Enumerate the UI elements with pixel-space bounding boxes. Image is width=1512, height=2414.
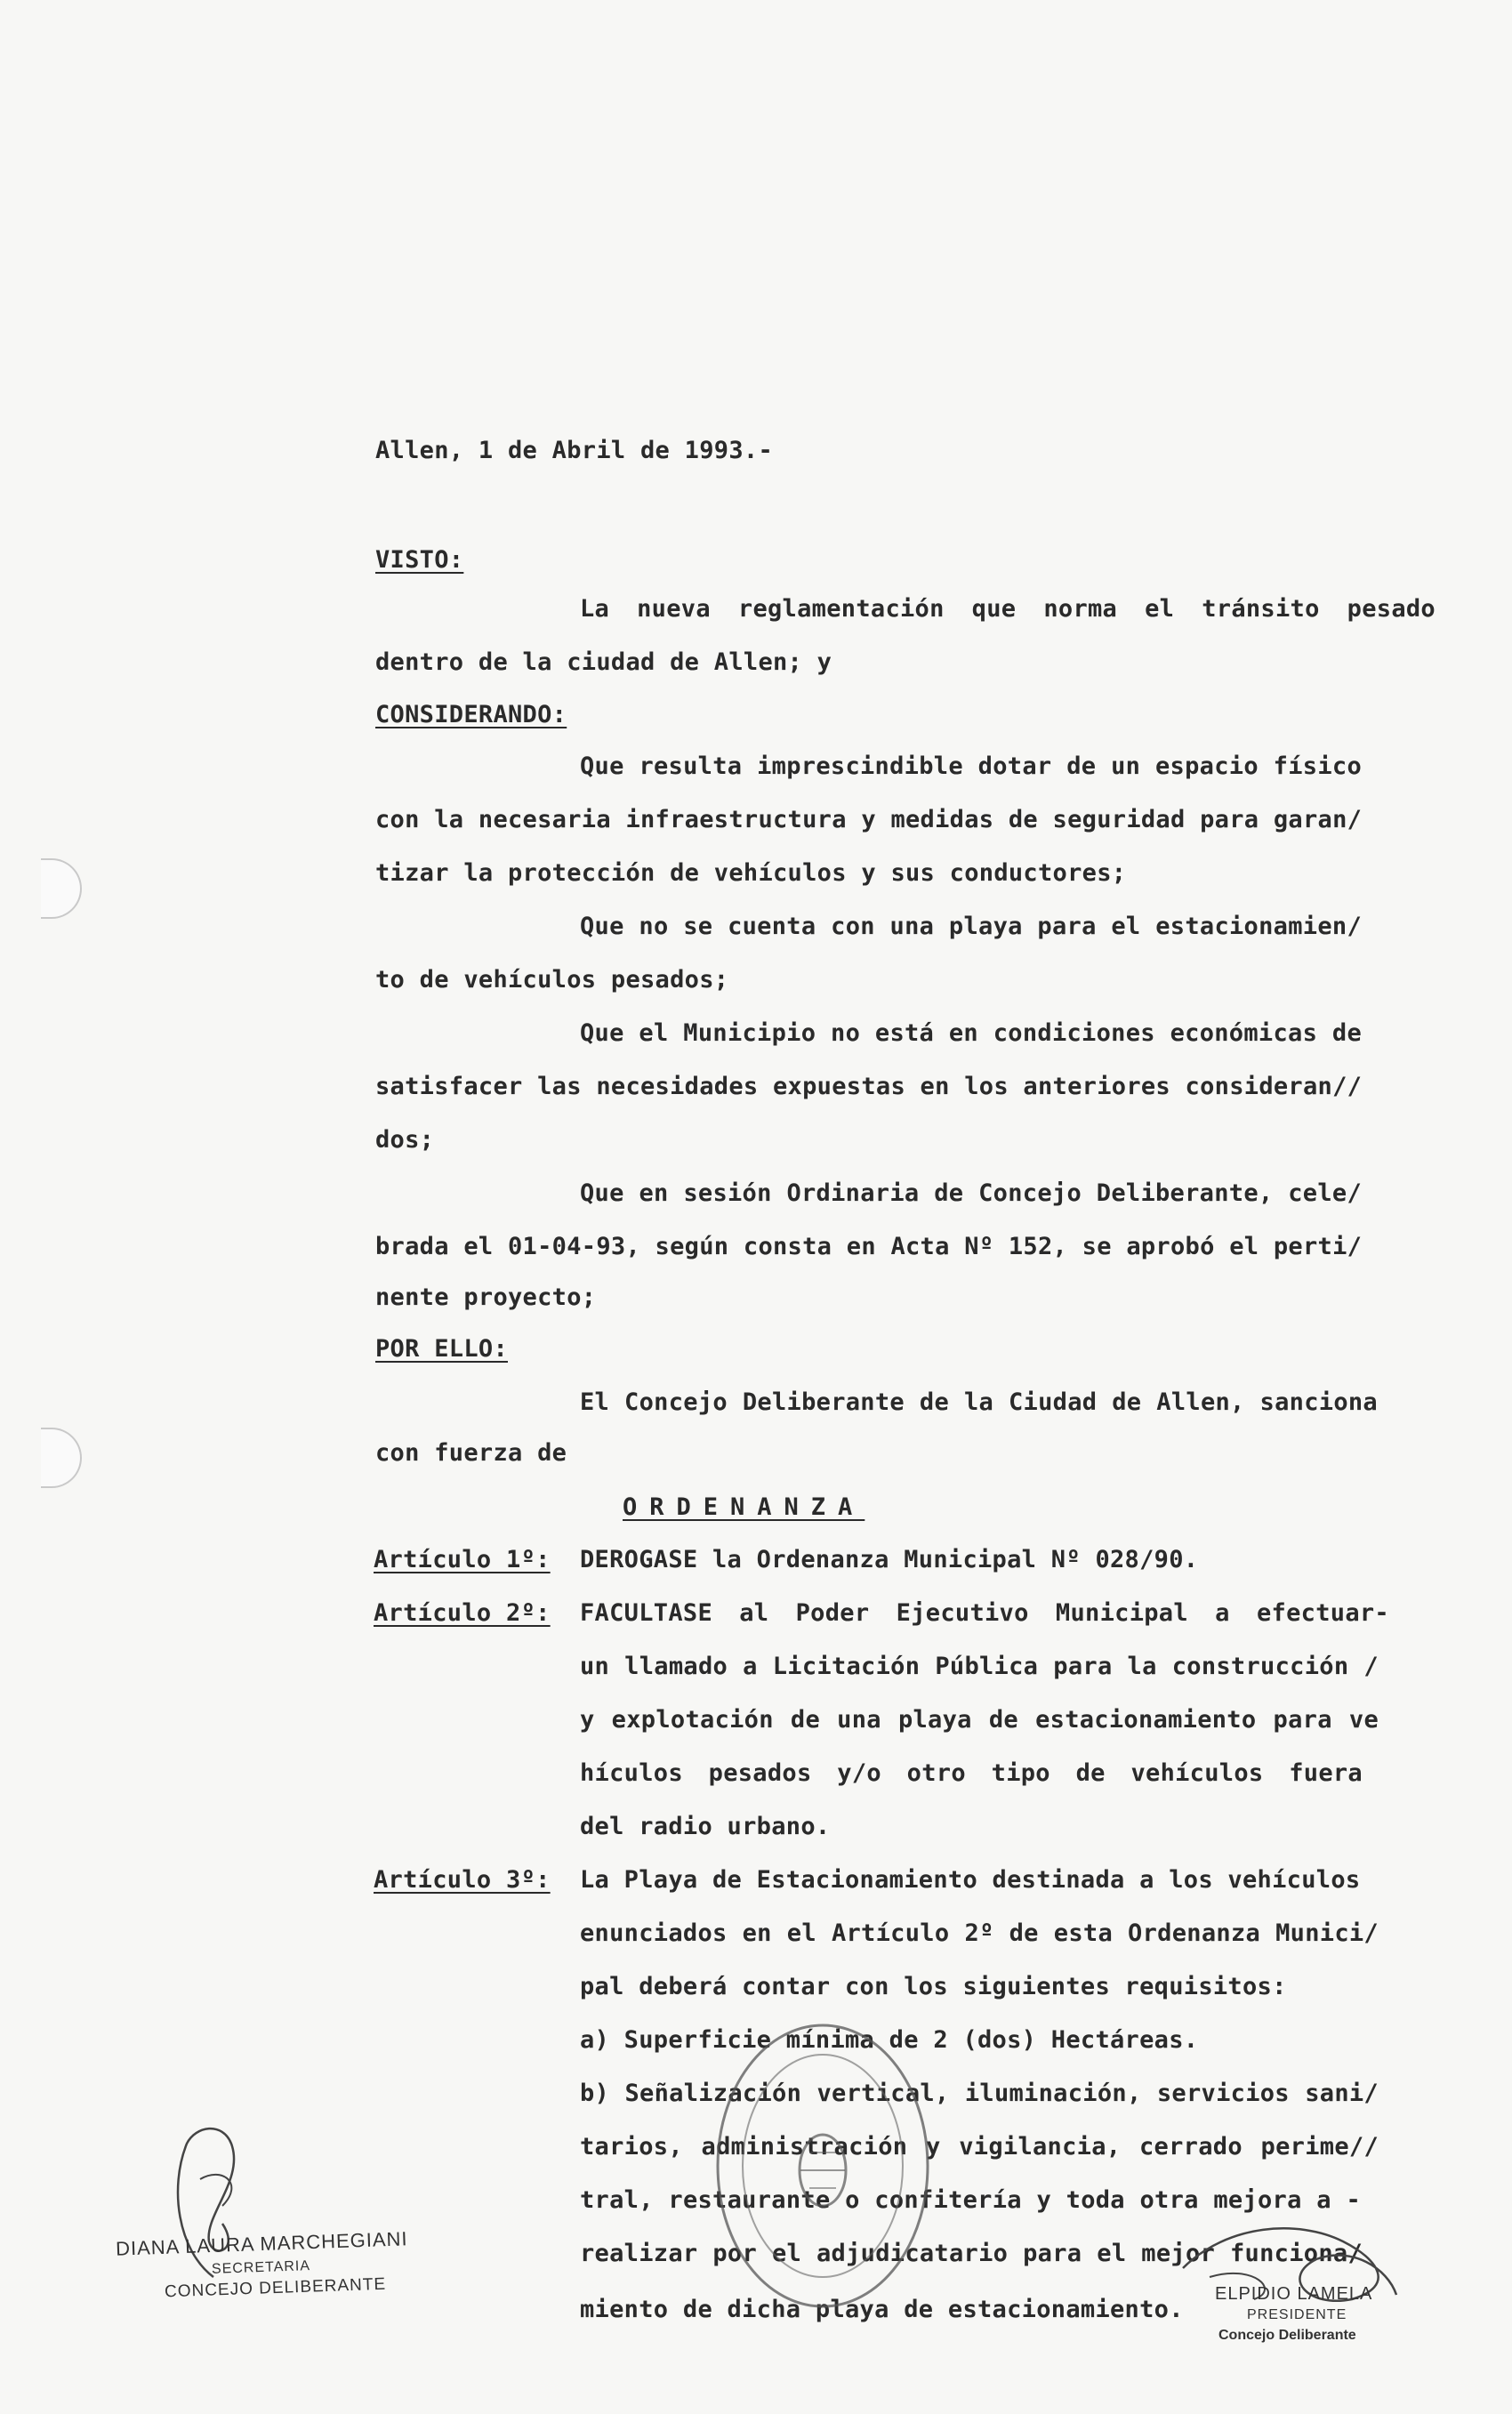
right-signatory-org: Concejo Deliberante: [1218, 2328, 1356, 2343]
article-3-line: miento de dicha playa de estacionamiento.: [580, 2296, 1184, 2323]
visto-line: La nueva reglamentación que norma el tránsito pesado: [580, 595, 1436, 623]
article-2-line: y explotación de una playa de estacionamiento para ve: [580, 1706, 1379, 1734]
binder-hole-bottom: [41, 1428, 82, 1488]
article-3-line: b) Señalización vertical, iluminación, servicios sani/: [580, 2080, 1379, 2107]
considerando-line: dos;: [375, 1126, 435, 1154]
ordenanza-title: ORDENANZA: [623, 1493, 865, 1521]
visto-line: dentro de la ciudad de Allen; y: [375, 648, 832, 676]
article-3-line: pal deberá contar con los siguientes requisitos:: [580, 1973, 1287, 2000]
considerando-line: Que en sesión Ordinaria de Concejo Deliberante, cele/: [580, 1179, 1362, 1207]
considerando-line: Que el Municipio no está en condiciones económicas de: [580, 1019, 1362, 1047]
considerando-line: to de vehículos pesados;: [375, 966, 729, 994]
por-ello-line: con fuerza de: [375, 1439, 567, 1467]
article-2-line: un llamado a Licitación Pública para la construcción /: [580, 1653, 1379, 1680]
article-3-line: tarios, administración y vigilancia, cerrado perime//: [580, 2133, 1379, 2161]
article-2-line: FACULTASE al Poder Ejecutivo Municipal a efectuar-: [580, 1599, 1389, 1627]
left-signatory-role: SECRETARIA: [211, 2258, 311, 2277]
considerando-line: tizar la protección de vehículos y sus conductores;: [375, 859, 1127, 887]
right-signatory-role: PRESIDENTE: [1247, 2307, 1347, 2322]
article-3-line: enunciados en el Artículo 2º de esta Ordenanza Munici/: [580, 1919, 1379, 1947]
article-3-label: Artículo 3º:: [374, 1866, 551, 1894]
right-signatory-name: ELPIDIO LAMELA: [1215, 2284, 1373, 2304]
article-3-line: La Playa de Estacionamiento destinada a los vehículos: [580, 1866, 1361, 1894]
por-ello-heading: POR ELLO:: [375, 1335, 508, 1363]
article-3-line: tral, restaurante o confitería y toda otra mejora a -: [580, 2186, 1361, 2214]
por-ello-line: El Concejo Deliberante de la Ciudad de Allen, sanciona: [580, 1388, 1378, 1416]
considerando-line: Que resulta imprescindible dotar de un espacio físico: [580, 752, 1362, 780]
considerando-line: brada el 01-04-93, según consta en Acta Nº 152, se aprobó el perti/: [375, 1233, 1363, 1260]
left-signatory-org: CONCEJO DELIBERANTE: [164, 2274, 387, 2302]
visto-heading: VISTO:: [375, 546, 464, 574]
article-3-line: realizar por el adjudicatario para el mejor funciona/: [580, 2240, 1363, 2267]
left-signatory-name: DIANA LAURA MARCHEGIANI: [115, 2227, 408, 2260]
considerando-line: satisfacer las necesidades expuestas en los anteriores consideran//: [375, 1073, 1363, 1100]
article-1-line: DEROGASE la Ordenanza Municipal Nº 028/90.: [580, 1546, 1199, 1573]
article-2-line: del radio urbano.: [580, 1813, 831, 1840]
document-date: Allen, 1 de Abril de 1993.-: [375, 437, 773, 464]
binder-hole-top: [41, 858, 82, 919]
considerando-line: con la necesaria infraestructura y medidas de seguridad para garan/: [375, 806, 1363, 833]
considerando-heading: CONSIDERANDO:: [375, 701, 567, 728]
article-1-label: Artículo 1º:: [374, 1546, 551, 1573]
official-seal-icon: [712, 2019, 934, 2313]
considerando-line: Que no se cuenta con una playa para el estacionamien/: [580, 913, 1362, 940]
article-3-line: a) Superficie mínima de 2 (dos) Hectáreas.: [580, 2026, 1199, 2054]
article-2-line: hículos pesados y/o otro tipo de vehículos fuera: [580, 1759, 1363, 1787]
article-2-label: Artículo 2º:: [374, 1599, 551, 1627]
considerando-line: nente proyecto;: [375, 1283, 597, 1311]
